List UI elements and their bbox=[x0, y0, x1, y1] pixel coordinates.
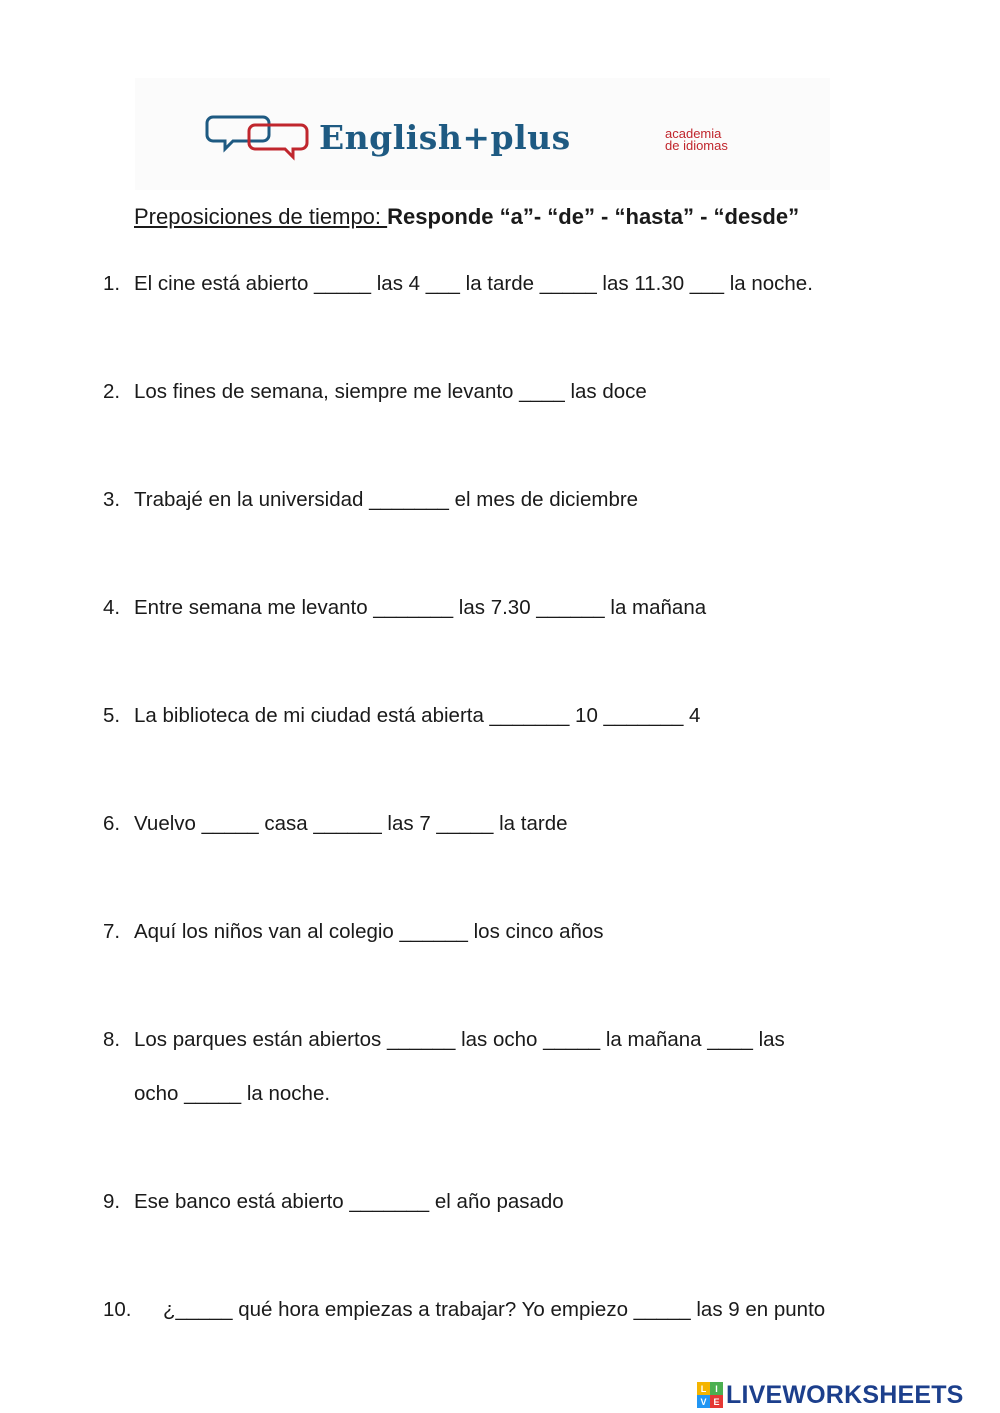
logo-square-l: L bbox=[697, 1382, 710, 1395]
question-number: 10. bbox=[103, 1298, 132, 1321]
question-number: 1. bbox=[103, 272, 121, 295]
question-text[interactable]: Trabajé en la universidad _______ el mes de diciembre bbox=[134, 488, 639, 511]
question-text[interactable]: Los fines de semana, siempre me levanto ____ las doce bbox=[134, 380, 647, 403]
question-number: 7. bbox=[103, 920, 121, 943]
liveworksheets-icon bbox=[697, 1382, 723, 1408]
brand-name: English+plus bbox=[319, 118, 571, 157]
question-text-continued[interactable]: ocho _____ la noche. bbox=[134, 1082, 331, 1105]
question-text[interactable]: ¿_____ qué hora empiezas a trabajar? Yo empiezo _____ las 9 en punto bbox=[163, 1298, 826, 1321]
question-number: 8. bbox=[103, 1028, 121, 1051]
logo-square-i: I bbox=[710, 1382, 723, 1395]
question-text[interactable]: Entre semana me levanto _______ las 7.30 ______ la mañana bbox=[134, 596, 707, 619]
worksheet-title bbox=[134, 204, 799, 230]
logo-banner bbox=[135, 78, 830, 190]
question-number: 2. bbox=[103, 380, 121, 403]
question-text[interactable]: Ese banco está abierto _______ el año pasado bbox=[134, 1190, 564, 1213]
liveworksheets-text: LIVEWORKSHEETS bbox=[726, 1380, 964, 1409]
question-text[interactable]: El cine está abierto _____ las 4 ___ la tarde _____ las 11.30 ___ la noche. bbox=[134, 272, 813, 295]
speech-bubbles-icon bbox=[205, 111, 315, 161]
question-number: 5. bbox=[103, 704, 121, 727]
brand-subtitle-line2: de idiomas bbox=[665, 138, 728, 153]
question-number: 3. bbox=[103, 488, 121, 511]
question-number: 4. bbox=[103, 596, 121, 619]
question-text[interactable]: Aquí los niños van al colegio ______ los cinco años bbox=[134, 920, 604, 943]
logo-square-e: E bbox=[710, 1395, 723, 1408]
title-instruction: Responde “a”- “de” - “hasta” - “desde” bbox=[387, 204, 800, 229]
logo-square-v: V bbox=[697, 1395, 710, 1408]
question-text[interactable]: Los parques están abiertos ______ las ocho _____ la mañana ____ las bbox=[134, 1028, 785, 1051]
question-text[interactable]: Vuelvo _____ casa ______ las 7 _____ la tarde bbox=[134, 812, 568, 835]
brand-subtitle-line1: academia bbox=[665, 126, 722, 141]
question-number: 6. bbox=[103, 812, 121, 835]
liveworksheets-logo[interactable] bbox=[697, 1380, 964, 1410]
brand-subtitle bbox=[665, 128, 728, 152]
question-number: 9. bbox=[103, 1190, 121, 1213]
title-label: Preposiciones de tiempo: bbox=[134, 204, 388, 229]
question-text[interactable]: La biblioteca de mi ciudad está abierta _______ 10 _______ 4 bbox=[134, 704, 701, 727]
